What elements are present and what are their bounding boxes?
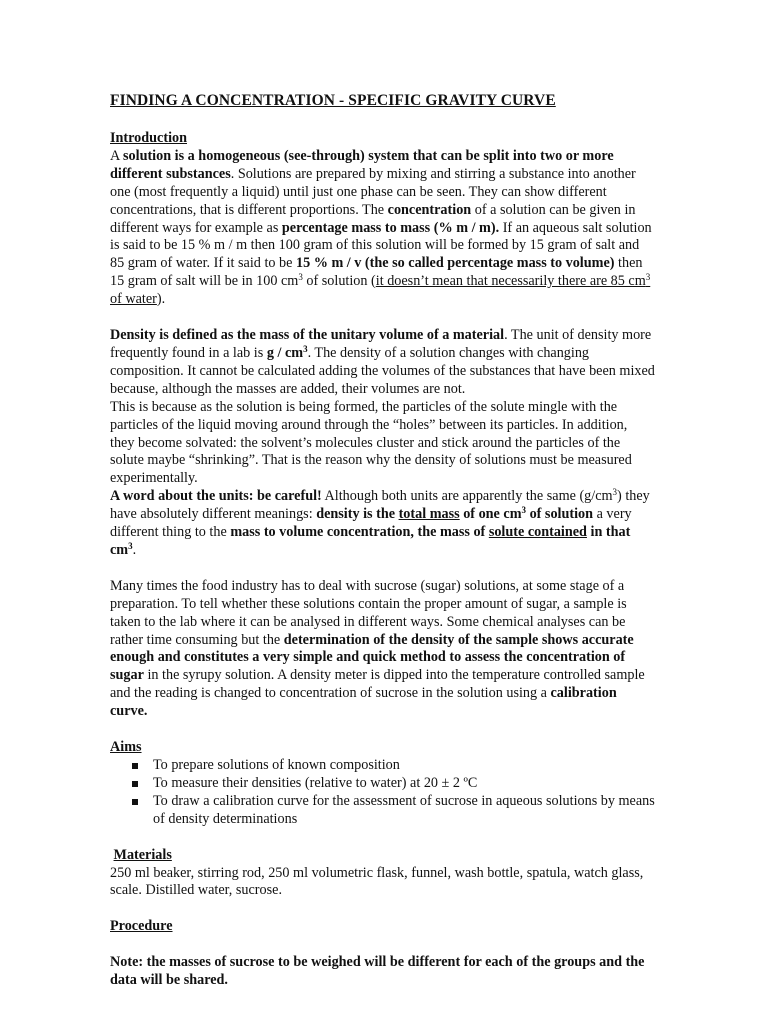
aims-heading: Aims bbox=[110, 739, 142, 756]
square-bullet-icon bbox=[132, 781, 138, 787]
square-bullet-icon bbox=[132, 763, 138, 769]
list-item: To measure their densities (relative to water) at 20 ± 2 ºC bbox=[132, 775, 655, 793]
procedure-heading: Procedure bbox=[110, 918, 173, 935]
list-item: To prepare solutions of known composition bbox=[132, 757, 655, 775]
introduction-heading: Introduction bbox=[110, 130, 187, 146]
aims-list bbox=[110, 757, 655, 829]
density-paragraph: Density is defined as the mass of the unitary volume of a material. The unit of density more frequently found in a lab is g / $cm^3$. The density of a solution changes with changing composition. It cannot be calculated adding the volumes of the substances that have been mixed because, although the masses are added, their volumes are not. bbox=[110, 327, 655, 397]
food-industry-paragraph: Many times the food industry has to deal with sucrose (sugar) solutions, at some stage of a preparation. To tell whether these solutions contain the proper amount of sugar, a sample is taken to the lab where it can be analysed in different ways. Some chemical analyses can be rather time consuming but the determination of the density of the sample shows accurate enough and constitutes a very simple and quick method to assess the concentration of sugar in the syrupy solution. A density meter is dipped into the temperature controlled sample and the reading is changed to concentration of sucrose in the solution using a calibration curve. bbox=[110, 577, 645, 720]
procedure-note: Note: the masses of sucrose to be weighed will be different for each of the groups and the data will be shared. bbox=[110, 954, 645, 989]
document-body bbox=[110, 92, 655, 990]
materials-text: 250 ml beaker, stirring rod, 250 ml volumetric flask, funnel, wash bottle, spatula, watch glass, scale. Distilled water, sucrose. bbox=[110, 864, 644, 899]
units-warning-paragraph: A word about the units: be careful! Although both units are apparently the same $(g/cm^3)$ they have absolutely different meanings: density is the total mass of one $cm^3$ of solution a very different thing to the mass to volume concentration, the mass of solute contained in that $cm^3$. bbox=[110, 487, 650, 558]
solvation-paragraph: This is because as the solution is being formed, the particles of the solute mingle with the particles of the liquid moving around through the “holes” between its particles. In addition, they become solvated: the solvent’s molecules cluster and stick around the particles of the solute maybe “shrinking”. That is the reason why the density of solutions must be measured experimentally. bbox=[110, 398, 632, 487]
page-title: FINDING A CONCENTRATION - SPECIFIC GRAVITY CURVE bbox=[110, 92, 556, 109]
list-item: To draw a calibration curve for the assessment of sucrose in aqueous solutions by means of density determinations bbox=[132, 793, 655, 829]
square-bullet-icon bbox=[132, 799, 138, 805]
introduction-paragraph: A solution is a homogeneous (see-through) system that can be split into two or more different substances. Solutions are prepared by mixing and stirring a substance into another one (most frequently a liquid) until just one phase can be seen. They can show different concentrations, that is different proportions. The concentration of a solution can be given in different ways for example as percentage mass to mass (% m / m). If an aqueous salt solution is said to be 15 % m / m then 100 gram of this solution will be formed by 15 gram of salt and 85 gram of water. If it said to be 15 % m / v (the so called percentage mass to volume) then 15 gram of salt will be in 100 $cm^3$ of solution (it doesn’t mean that necessarily there are 85 $cm^3$ of water). bbox=[110, 147, 652, 308]
materials-heading: Materials bbox=[113, 846, 172, 863]
